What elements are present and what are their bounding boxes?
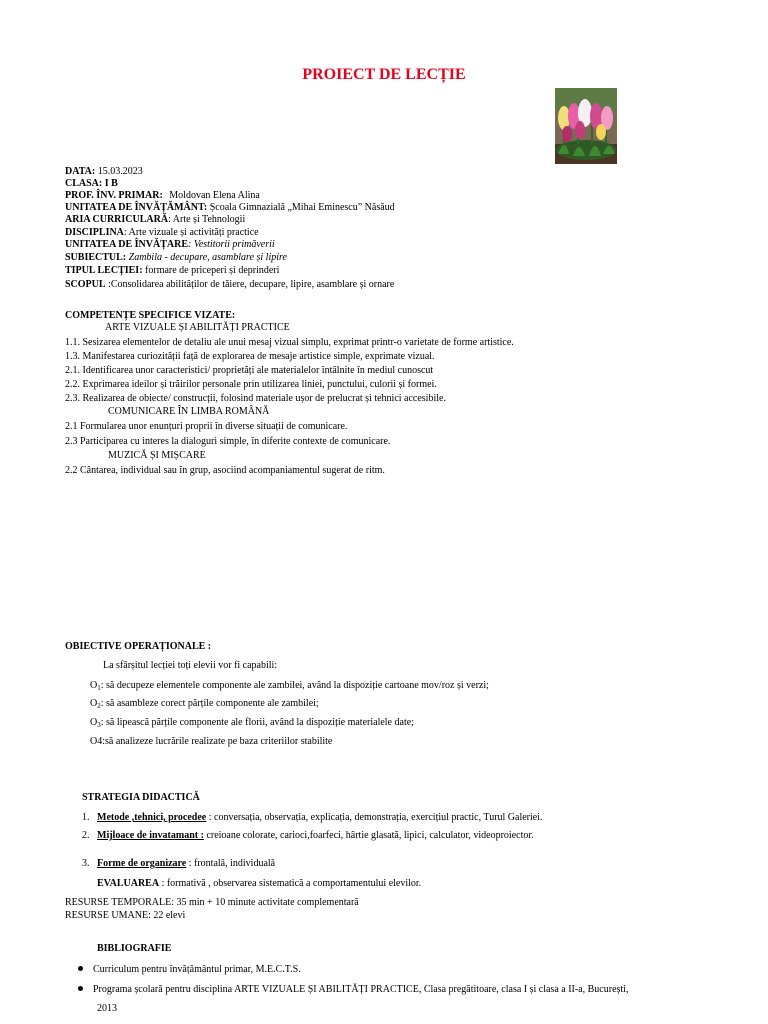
section-title-comunicare: COMUNICARE ÎN LIMBA ROMÂNĂ: [108, 406, 270, 417]
bullet-icon: [78, 986, 83, 991]
bibliografie-item: [78, 964, 301, 976]
competenta-item: 1.3. Manifestarea curiozității față de explorarea de mesaje artistice simple, exprimate vizual.: [65, 351, 435, 362]
unitatea-label: UNITATEA DE ÎNVĂȚĂMÂNT:: [65, 202, 208, 213]
obiectiv-item: [90, 680, 489, 694]
obiectiv-subscript: 3: [97, 721, 101, 729]
item-number: 2.: [82, 830, 90, 841]
scopul-label: SCOPUL: [65, 279, 106, 290]
disciplina-label: DISCIPLINA: [65, 227, 124, 238]
bibliografie-item: [78, 984, 628, 996]
subiectul-value: Zambila - decupare, asamblare și lipire: [128, 252, 287, 263]
subiectul-label: SUBIECTUL:: [65, 252, 127, 263]
hyacinth-flowers-photo: [555, 88, 617, 164]
competenta-item: 2.2. Exprimarea ideilor și trăirilor personale prin utilizarea liniei, punctului, culorii și formei.: [65, 379, 437, 390]
item-number: 1.: [82, 812, 90, 823]
obiectiv-text: : să lipească părțile componente ale florii, având la dispoziție materialele date;: [100, 717, 414, 728]
metode-value: : conversația, observația, explicația, demonstrația, exercițiul practic, Turul Galeriei.: [206, 812, 543, 823]
competenta-item: 2.1 Formularea unor enunțuri proprii în diverse situații de comunicare.: [65, 421, 348, 432]
unitatea-invatare-label: UNITATEA DE ÎNVĂȚARE: [65, 239, 188, 250]
aria-label: ARIA CURRICULARĂ: [65, 214, 169, 225]
mijloace-value: creioane colorate, carioci,foarfeci, hârtie glasată, lipici, calculator, videoproiector.: [203, 830, 534, 841]
metode-label: Metode ,tehnici, procedee: [97, 812, 207, 823]
competenta-item: 2.2 Cântarea, individual sau în grup, asociind acompaniamentul sugerat de ritm.: [65, 465, 385, 476]
disciplina-value: : Arte vizuale și activități practice: [123, 227, 259, 238]
clasa-value: I B: [104, 178, 118, 189]
unitatea-value: Școala Gimnazială „Mihai Eminescu” Năsăud: [209, 202, 395, 213]
obiectiv-item: [90, 717, 414, 731]
aria-line: [65, 214, 245, 226]
forme-label: Forme de organizare: [97, 858, 187, 869]
strategia-item-metode: [82, 812, 543, 824]
bibliografie-heading: BIBLIOGRAFIE: [97, 943, 172, 954]
data-label: DATA:: [65, 166, 96, 177]
obiectiv-code: O: [90, 698, 98, 709]
item-number: 3.: [82, 858, 90, 869]
competenta-item: 1.1. Sesizarea elementelor de detaliu ale unui mesaj vizual simplu, exprimat printr-o varietate de forme artistice.: [65, 337, 514, 348]
tipul-line: [65, 265, 279, 277]
obiectiv-text: :să analizeze lucrările realizate pe baza criteriilor stabilite: [102, 736, 333, 747]
competenta-item: 2.1. Identificarea unor caracteristici/ proprietăți ale materialelor întâlnite în mediul cunoscut: [65, 365, 434, 376]
strategia-heading: STRATEGIA DIDACTICĂ: [82, 792, 200, 803]
obiectiv-text: : să asambleze corect părțile componente ale zambilei;: [100, 698, 319, 709]
scopul-line: [65, 279, 394, 291]
resurse-temporale: RESURSE TEMPORALE: 35 min + 10 minute activitate complementară: [65, 897, 359, 908]
data-value: 15.03.2023: [97, 166, 143, 177]
obiectiv-code: O: [90, 717, 98, 728]
evaluarea-value: : formativă , observarea sistematică a comportamentului elevilor.: [159, 878, 422, 889]
tipul-label: TIPUL LECȚIEI:: [65, 265, 143, 276]
evaluarea-line: [97, 878, 421, 890]
unitatea-invatare-line: [65, 239, 275, 251]
bibliografie-text: Programa școlară pentru disciplina ARTE VIZUALE ȘI ABILITĂȚI PRACTICE, Clasa pregătitoare, clasa I și clasa a II-a, București,: [93, 984, 629, 995]
clasa-label: CLASA:: [65, 178, 103, 189]
competente-heading: COMPETENȚE SPECIFICE VIZATE:: [65, 310, 236, 321]
aria-value: : Arte și Tehnologii: [168, 214, 246, 225]
obiective-intro: La sfârșitul lecției toți elevii vor fi capabili:: [103, 660, 278, 671]
strategia-item-mijloace: [82, 830, 534, 842]
obiective-heading: OBIECTIVE OPERAȚIONALE :: [65, 641, 212, 652]
obiectiv-code: O4: [90, 736, 103, 747]
evaluarea-label: EVALUAREA: [97, 878, 160, 889]
subiectul-line: [65, 252, 287, 264]
forme-value: : frontală, individuală: [186, 858, 276, 869]
prof-value: Moldovan Elena Alina: [169, 190, 260, 201]
document-title: PROIECT DE LECȚIE: [302, 66, 466, 83]
bullet-icon: [78, 966, 83, 971]
bibliografie-continuation: 2013: [97, 1003, 117, 1014]
disciplina-line: [65, 227, 259, 239]
mijloace-label: Mijloace de invatamant :: [97, 830, 204, 841]
unitatea-invatare-value: : Vestitorii primăverii: [187, 239, 275, 250]
competenta-item: 2.3 Participarea cu interes la dialoguri simple, în diferite contexte de comunicare.: [65, 436, 391, 447]
strategia-item-forme: [82, 858, 275, 870]
section-title-arte: ARTE VIZUALE ȘI ABILITĂȚI PRACTICE: [105, 322, 290, 333]
prof-label: PROF. ÎNV. PRIMAR:: [65, 190, 163, 201]
obiectiv-item: [90, 736, 332, 748]
competenta-item: 2.3. Realizarea de obiecte/ construcții, folosind materiale ușor de prelucrat și tehnici accesibile.: [65, 393, 446, 404]
data-line: [65, 166, 143, 178]
obiectiv-subscript: 1: [97, 684, 101, 692]
obiectiv-subscript: 2: [97, 702, 101, 710]
tipul-value: formare de priceperi și deprinderi: [145, 265, 280, 276]
obiectiv-item: [90, 698, 319, 712]
prof-line: [65, 190, 260, 202]
clasa-line: [65, 178, 118, 190]
resurse-umane: RESURSE UMANE: 22 elevi: [65, 910, 186, 921]
scopul-value: :Consolidarea abilităților de tăiere, decupare, lipire, asamblare și ornare: [108, 279, 395, 290]
section-title-muzica: MUZICĂ ȘI MIȘCARE: [108, 450, 206, 461]
obiectiv-code: O: [90, 680, 98, 691]
bibliografie-text: Curriculum pentru învățământul primar, M.E.C.T.S.: [93, 964, 301, 975]
unitatea-line: [65, 202, 395, 214]
obiectiv-text: : să decupeze elementele componente ale zambilei, având la dispoziție cartoane mov/roz și verzi;: [100, 680, 489, 691]
